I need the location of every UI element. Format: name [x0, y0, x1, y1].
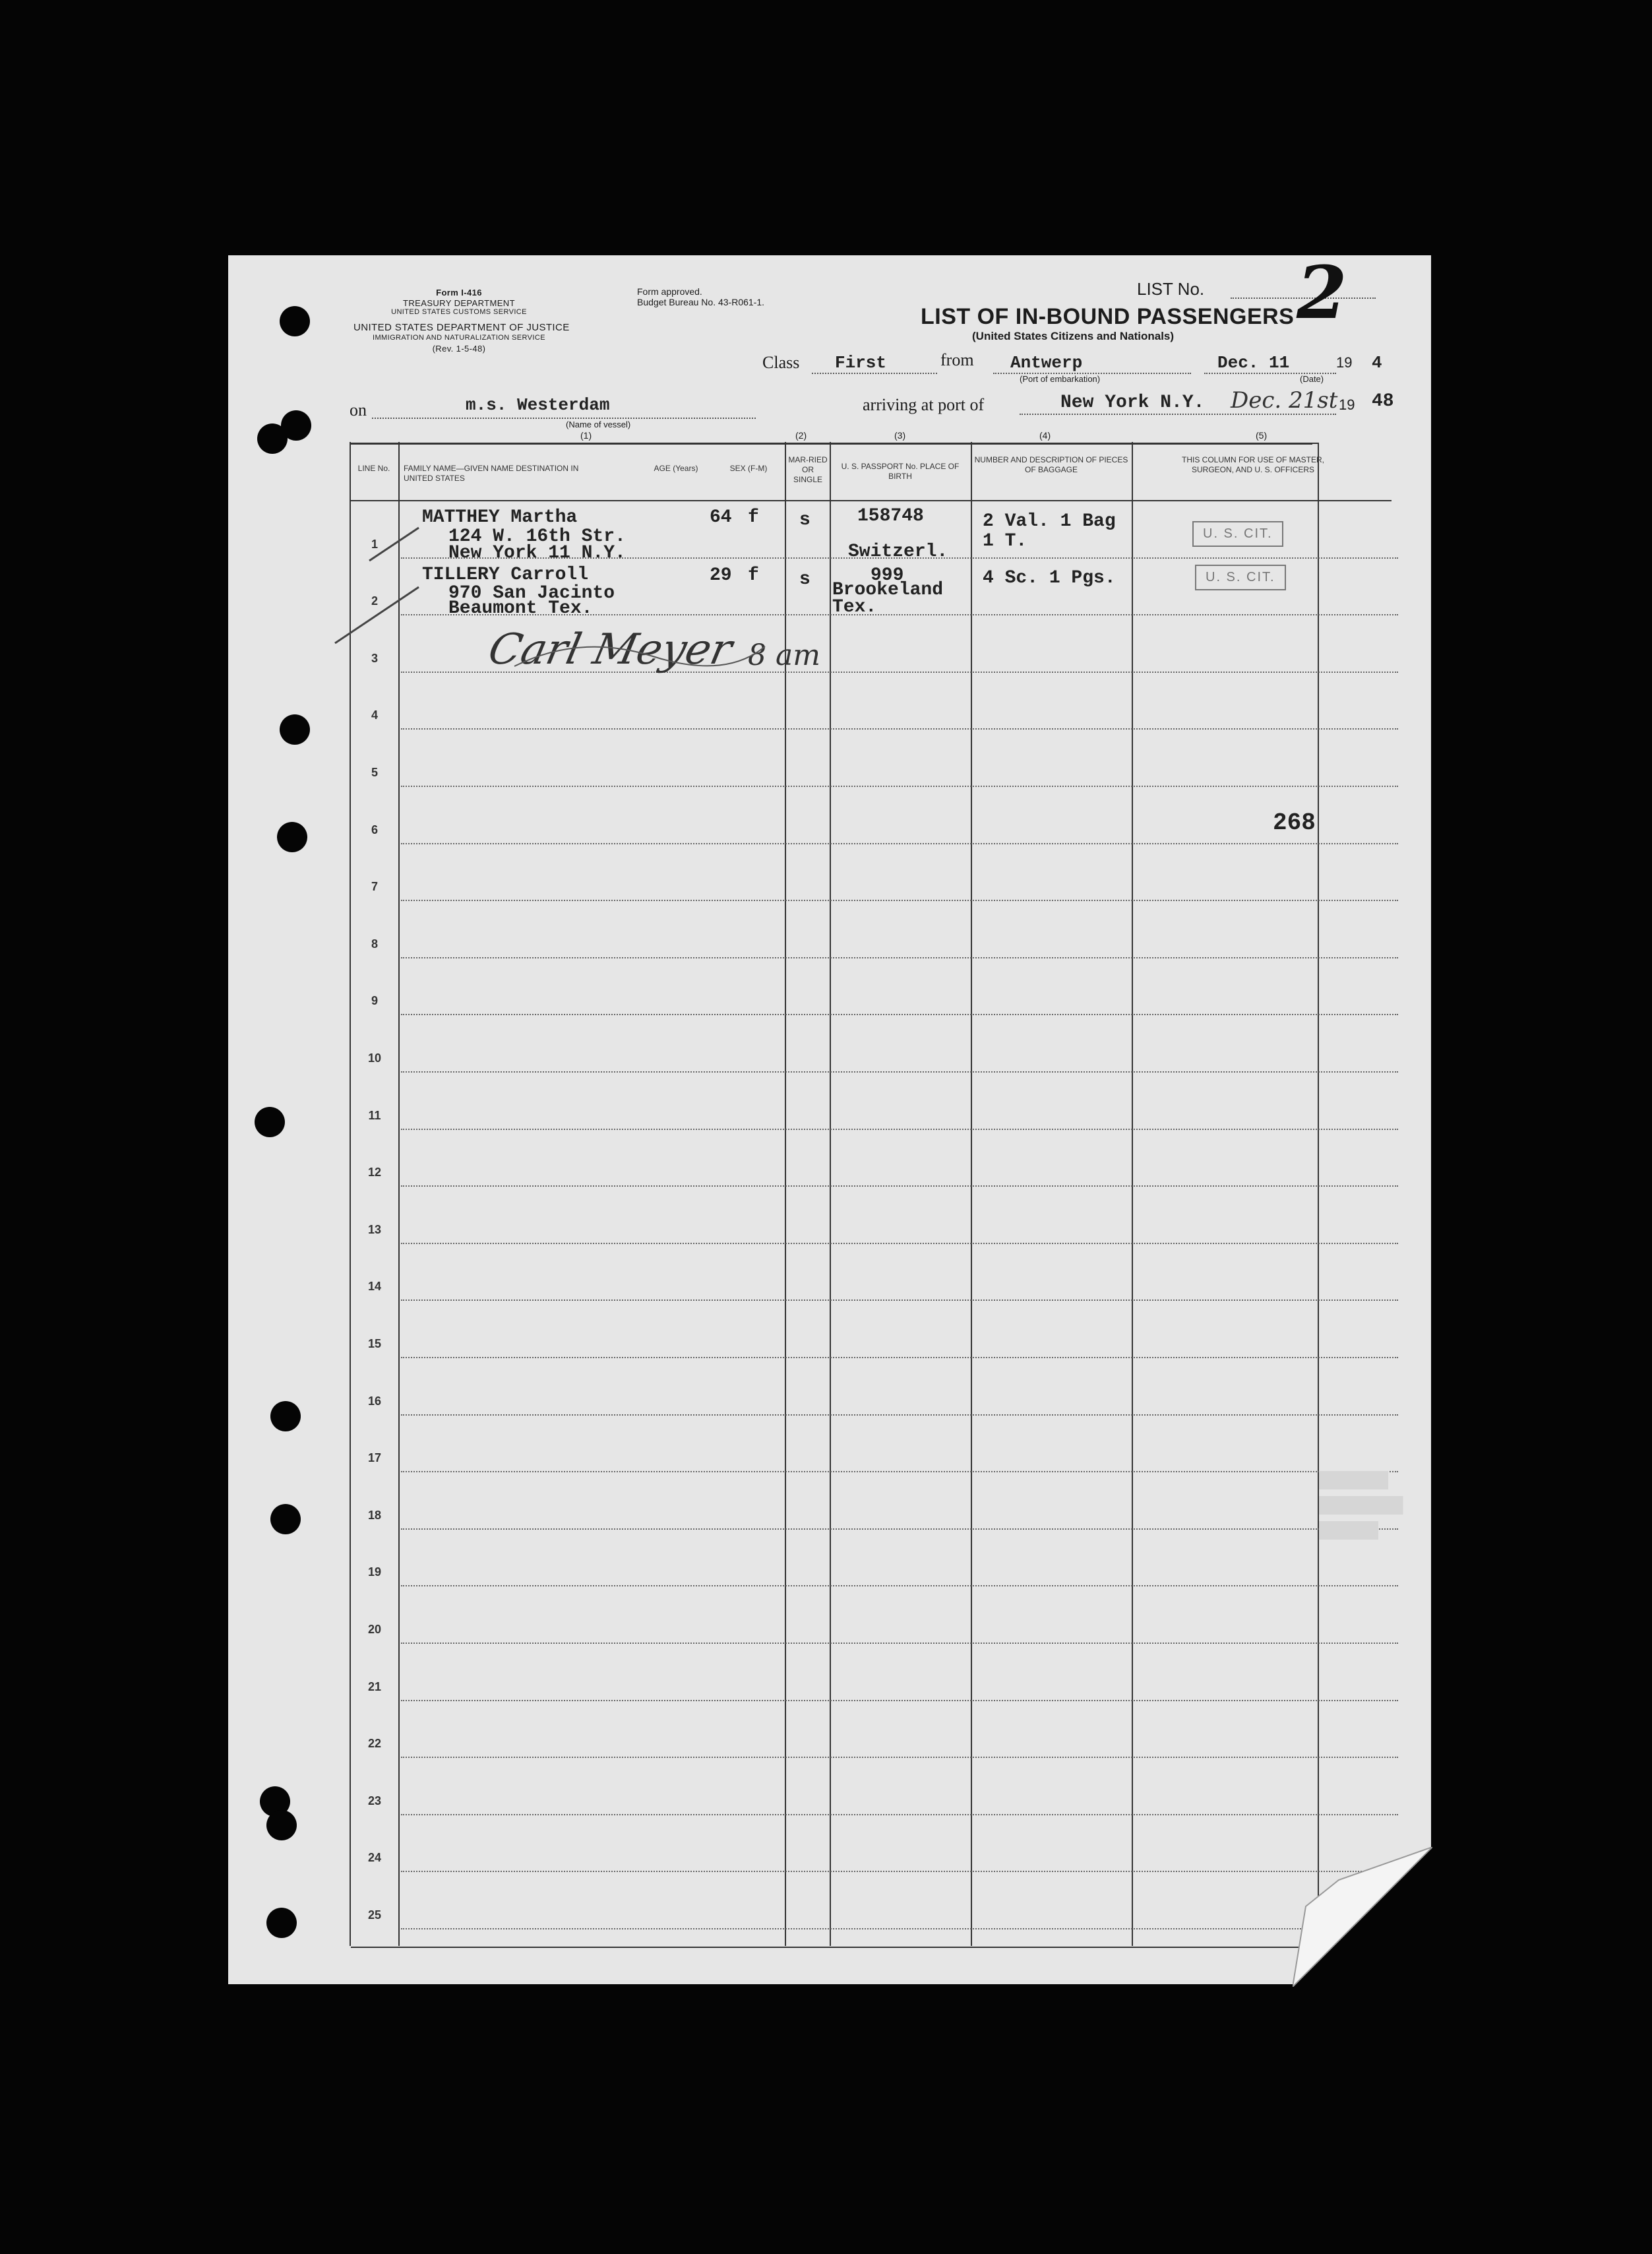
stamped-number: 268	[1273, 809, 1316, 836]
col-age: AGE (Years)	[654, 464, 698, 473]
line-number: 22	[367, 1737, 382, 1750]
line-number: 23	[367, 1794, 382, 1807]
passenger-2-name: TILLERY Carroll	[422, 565, 589, 585]
col-ref-1: (1)	[580, 430, 592, 441]
passenger-1-address2: New York 11 N.Y.	[448, 543, 626, 563]
row-divider	[401, 843, 1398, 844]
row-divider	[401, 1071, 1398, 1073]
row-divider	[401, 786, 1398, 787]
passenger-2-sex: f	[748, 565, 759, 586]
col-line-no: LINE No.	[357, 464, 390, 473]
passenger-1-name: MATTHEY Martha	[422, 507, 578, 528]
list-no-label: LIST No.	[1137, 279, 1205, 299]
line-number: 4	[371, 708, 378, 722]
row-divider	[401, 900, 1398, 901]
line-number: 21	[367, 1680, 382, 1693]
passenger-1-marital: s	[799, 510, 811, 530]
line-number: 16	[367, 1394, 382, 1408]
col-sex: SEX (F-M)	[729, 464, 768, 473]
row-divider	[401, 1585, 1398, 1586]
line-number: 12	[367, 1166, 382, 1179]
vessel-caption: (Name of vessel)	[566, 420, 631, 429]
line-number: 7	[371, 880, 378, 893]
row-divider	[401, 1757, 1398, 1758]
row-divider	[401, 1185, 1398, 1187]
arriving-label: arriving at port of	[863, 395, 985, 414]
line-number: 10	[367, 1051, 382, 1065]
binder-hole	[266, 1810, 297, 1840]
row-divider	[401, 1243, 1398, 1244]
passenger-1-address1: 124 W. 16th Str.	[448, 526, 626, 547]
col-ref-2: (2)	[795, 430, 807, 441]
arrival-date-handwritten: Dec. 21st	[1231, 387, 1338, 414]
line-number: 15	[367, 1337, 382, 1350]
passenger-1-age: 64	[710, 507, 732, 528]
departure-date: Dec. 11	[1217, 353, 1290, 373]
line-number: 2	[371, 594, 378, 608]
binder-hole	[266, 1908, 297, 1938]
class-value: First	[835, 353, 887, 373]
passenger-2-baggage: 4 Sc. 1 Pgs.	[983, 568, 1116, 588]
form-title: LIST OF IN-BOUND PASSENGERS	[921, 304, 1295, 329]
binder-hole	[270, 1401, 301, 1431]
port-of-embarkation: Antwerp	[1010, 353, 1083, 373]
row-divider	[401, 1129, 1398, 1130]
line-number: 13	[367, 1223, 382, 1236]
line-number: 20	[367, 1623, 382, 1636]
passenger-1-baggage2: 1 T.	[983, 531, 1027, 551]
binder-hole	[280, 306, 310, 336]
ins-label: IMMIGRATION AND NATURALIZATION SERVICE	[373, 334, 545, 342]
line-number: 9	[371, 994, 378, 1007]
line-number: 8	[371, 937, 378, 951]
row-divider	[401, 1700, 1398, 1701]
us-citizen-stamp-2: U. S. CIT.	[1195, 565, 1286, 590]
treasury-label: TREASURY DEPARTMENT	[403, 298, 515, 308]
row-divider	[401, 1528, 1398, 1530]
arrival-port: New York N.Y.	[1060, 392, 1205, 413]
line-number: 6	[371, 823, 378, 836]
passenger-2-age: 29	[710, 565, 732, 586]
list-number-handwritten: 2	[1297, 250, 1347, 335]
port-caption: (Port of embarkation)	[1020, 374, 1101, 384]
justice-label: UNITED STATES DEPARTMENT OF JUSTICE	[353, 322, 570, 333]
passenger-2-address1: 970 San Jacinto	[448, 583, 615, 604]
line-number: 11	[368, 1109, 381, 1122]
passenger-1-passport: 158748	[857, 506, 924, 526]
vessel-name: m.s. Westerdam	[466, 395, 610, 415]
col-passport: U. S. PASSPORT No. PLACE OF BIRTH	[841, 462, 960, 481]
year-prefix: 19	[1336, 354, 1353, 371]
bleed-through	[1319, 1471, 1418, 1540]
on-label: on	[350, 400, 367, 420]
binder-hole	[270, 1504, 301, 1534]
line-number: 14	[367, 1280, 382, 1293]
col-ref-4: (4)	[1039, 430, 1051, 441]
line-number: 19	[367, 1565, 382, 1579]
line-number: 18	[367, 1509, 382, 1522]
binder-hole	[281, 410, 311, 441]
form-approved: Form approved.	[637, 286, 702, 297]
binder-hole	[255, 1107, 285, 1137]
row-divider	[401, 957, 1398, 958]
revision-label: (Rev. 1-5-48)	[432, 344, 486, 354]
row-divider	[401, 1928, 1398, 1929]
form-number: Form I-416	[436, 288, 482, 297]
form-subtitle: (United States Citizens and Nationals)	[972, 330, 1175, 342]
col-married: MAR-RIED OR SINGLE	[788, 455, 828, 484]
row-divider	[401, 1643, 1398, 1644]
us-citizen-stamp-1: U. S. CIT.	[1192, 521, 1283, 547]
passenger-1-birthplace: Switzerl.	[848, 542, 948, 562]
line-number: 25	[367, 1908, 382, 1922]
row-divider	[401, 1014, 1398, 1015]
line-number: 1	[371, 538, 378, 551]
signature-strokes	[501, 620, 778, 686]
row-divider	[401, 728, 1398, 730]
passenger-2-marital: s	[799, 569, 811, 590]
passenger-1-baggage: 2 Val. 1 Bag	[983, 511, 1116, 532]
departure-year: 4	[1372, 353, 1382, 373]
customs-label: UNITED STATES CUSTOMS SERVICE	[391, 308, 527, 316]
row-divider	[401, 1814, 1398, 1815]
col-name: FAMILY NAME—GIVEN NAME DESTINATION IN UNITED STATES	[404, 464, 579, 483]
col-ref-3: (3)	[894, 430, 906, 441]
class-label: Class	[762, 353, 800, 372]
row-divider	[401, 1299, 1398, 1301]
line-number: 3	[371, 652, 378, 665]
from-label: from	[940, 350, 974, 369]
passenger-2-passport: 999	[871, 565, 904, 586]
row-divider	[401, 1471, 1398, 1472]
passenger-2-birthplace: Brookeland Tex.	[832, 580, 944, 617]
line-number: 17	[367, 1451, 382, 1464]
binder-hole	[280, 714, 310, 745]
check-marks	[330, 521, 422, 646]
officer-signature: Carl Meyer	[484, 625, 737, 674]
row-divider	[401, 1357, 1398, 1358]
arrival-year-prefix: 19	[1339, 396, 1355, 413]
row-divider	[401, 1414, 1398, 1416]
passenger-1-sex: f	[748, 507, 759, 528]
line-number: 24	[367, 1851, 382, 1864]
date-caption: (Date)	[1300, 374, 1324, 384]
arrival-year: 48	[1372, 391, 1394, 412]
col-baggage: NUMBER AND DESCRIPTION OF PIECES OF BAGGAGE	[974, 455, 1128, 474]
binder-hole	[277, 822, 307, 852]
folded-corner	[1293, 1847, 1432, 1987]
passenger-2-address2: Beaumont Tex.	[448, 598, 593, 619]
line-number: 5	[371, 766, 378, 779]
budget-bureau: Budget Bureau No. 43-R061-1.	[637, 297, 765, 307]
row-divider	[401, 1871, 1398, 1872]
col-officers: THIS COLUMN FOR USE OF MASTER, SURGEON, AND U. S. OFFICERS	[1181, 455, 1324, 474]
col-ref-5: (5)	[1256, 430, 1268, 441]
signature-note: 8 am	[748, 639, 820, 672]
